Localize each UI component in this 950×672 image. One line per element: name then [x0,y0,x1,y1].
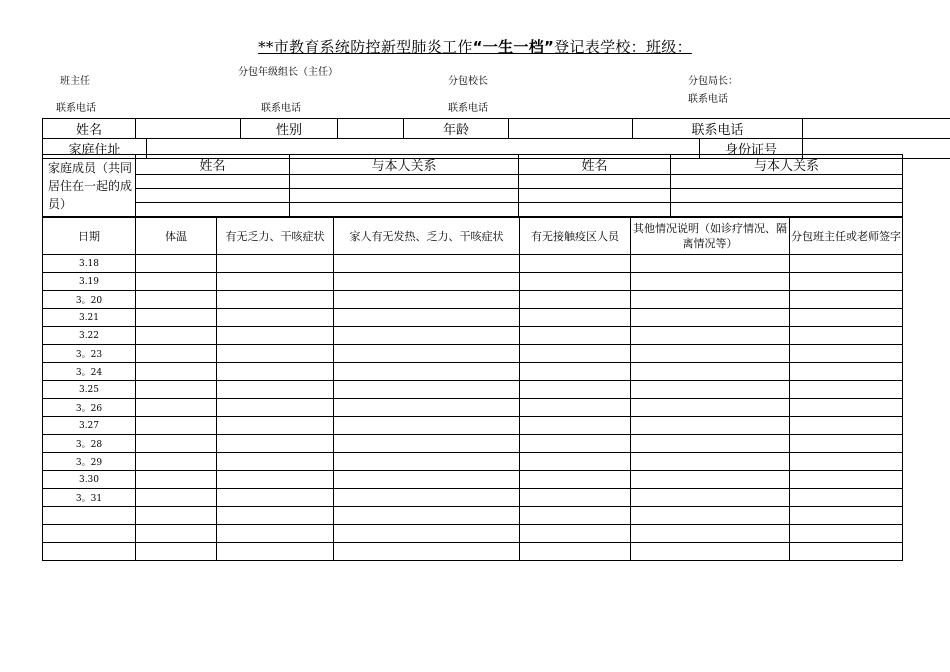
log-cell[interactable] [217,435,334,453]
log-cell[interactable] [217,363,334,381]
log-cell[interactable] [790,255,903,273]
family-members-table [42,154,903,217]
other-notes-header: 其他情况说明（如诊疗情况、隔离情况等） [631,218,790,255]
log-cell[interactable] [136,363,217,381]
log-cell[interactable] [217,489,334,507]
table-row [43,453,903,471]
log-cell[interactable] [334,345,520,363]
log-cell[interactable] [790,471,903,489]
log-cell[interactable] [790,543,903,561]
table-row [43,345,903,363]
log-cell[interactable] [631,417,790,435]
family-cell[interactable] [136,175,290,189]
log-cell[interactable] [136,381,217,399]
student-info-table [42,118,950,159]
log-cell[interactable] [217,417,334,435]
log-cell[interactable] [520,471,631,489]
log-cell[interactable] [217,471,334,489]
date-cell: 3.27 [43,417,136,435]
family-cell[interactable] [136,203,290,217]
log-cell[interactable] [136,273,217,291]
address-label: 家庭住址 [43,139,147,159]
log-cell[interactable] [217,255,334,273]
phone-label: 联系电话 [633,119,803,139]
family-members-label: 家庭成员（共同居住在一起的成员） [43,155,136,217]
log-cell[interactable] [520,309,631,327]
principal-phone-label: 联系电话 [448,103,488,114]
family-cell[interactable] [671,203,903,217]
date-cell: 3.22 [43,327,136,345]
log-cell[interactable] [631,309,790,327]
log-cell[interactable] [631,273,790,291]
table-row [43,435,903,453]
log-cell[interactable] [631,399,790,417]
family-cell[interactable] [290,189,519,203]
log-cell[interactable] [136,309,217,327]
table-row [43,309,903,327]
log-cell[interactable] [334,309,520,327]
grade-leader-label: 分包年级组长（主任） [238,67,338,78]
log-cell[interactable] [631,471,790,489]
family-relation-header-2: 与本人关系 [671,155,903,175]
log-cell[interactable] [631,525,790,543]
document-title: **市教育系统防控新型肺炎工作“一生一档”登记表学校：班级： [258,38,692,56]
log-cell[interactable] [631,489,790,507]
log-cell[interactable] [217,507,334,525]
table-row [43,543,903,561]
log-cell[interactable] [334,273,520,291]
log-cell[interactable] [136,399,217,417]
log-cell[interactable] [631,453,790,471]
log-cell[interactable] [334,435,520,453]
log-cell[interactable] [631,327,790,345]
grade-leader-phone-label: 联系电话 [261,103,301,114]
log-cell[interactable] [790,399,903,417]
family-cell[interactable] [671,175,903,189]
gender-field[interactable] [338,119,404,139]
contact-header: 有无接触疫区人员 [520,218,631,255]
log-cell[interactable] [790,417,903,435]
log-cell[interactable] [136,255,217,273]
log-cell[interactable] [520,525,631,543]
log-cell[interactable] [790,507,903,525]
bureau-chief-phone-label: 联系电话 [688,94,728,105]
log-cell[interactable] [334,507,520,525]
log-cell[interactable] [334,381,520,399]
log-cell[interactable] [790,381,903,399]
date-cell: 3.25 [43,381,136,399]
log-cell[interactable] [136,471,217,489]
signature-header: 分包班主任或老师签字 [790,218,903,255]
log-cell[interactable] [790,363,903,381]
head-teacher-phone-label: 联系电话 [56,103,96,114]
log-cell[interactable] [520,543,631,561]
age-field[interactable] [509,119,633,139]
log-cell[interactable] [631,345,790,363]
log-cell[interactable] [790,435,903,453]
family-cell[interactable] [290,203,519,217]
log-cell[interactable] [631,507,790,525]
family-cell[interactable] [519,203,671,217]
family-name-header-1: 姓名 [136,155,290,175]
log-cell[interactable] [631,543,790,561]
log-cell[interactable] [334,327,520,345]
log-cell[interactable] [790,273,903,291]
log-cell[interactable] [520,417,631,435]
log-cell[interactable] [334,453,520,471]
date-cell: 3.19 [43,273,136,291]
family-cell[interactable] [290,175,519,189]
log-cell[interactable] [136,291,217,309]
log-cell[interactable] [217,399,334,417]
table-row [43,507,903,525]
log-cell[interactable] [217,291,334,309]
symptoms-header: 有无乏力、干咳症状 [217,218,334,255]
log-cell[interactable] [136,417,217,435]
log-cell[interactable] [217,543,334,561]
table-row [43,327,903,345]
log-cell[interactable] [334,489,520,507]
date-cell: 3。29 [43,453,136,471]
log-cell[interactable] [520,273,631,291]
log-cell[interactable] [790,345,903,363]
log-cell[interactable] [334,363,520,381]
date-cell: 3。23 [43,345,136,363]
log-cell[interactable] [631,363,790,381]
log-cell[interactable] [520,345,631,363]
log-cell[interactable] [136,345,217,363]
log-cell[interactable] [217,309,334,327]
daily-log-table [42,217,903,561]
log-cell[interactable] [790,525,903,543]
log-cell[interactable] [136,507,217,525]
family-cell[interactable] [519,175,671,189]
log-cell[interactable] [217,381,334,399]
date-cell: 3。20 [43,291,136,309]
id-number-label: 身份证号 [700,139,803,159]
bureau-chief-label: 分包局长： [688,76,738,87]
log-cell[interactable] [334,525,520,543]
log-cell[interactable] [520,435,631,453]
log-cell[interactable] [334,399,520,417]
log-cell[interactable] [136,327,217,345]
log-cell[interactable] [520,507,631,525]
table-row [43,417,903,435]
date-cell [43,507,136,525]
log-cell[interactable] [631,255,790,273]
family-cell[interactable] [671,189,903,203]
log-cell[interactable] [790,291,903,309]
log-cell[interactable] [217,525,334,543]
principal-label: 分包校长 [448,76,488,87]
table-row [43,399,903,417]
table-row [43,291,903,309]
date-cell: 3.21 [43,309,136,327]
family-relation-header-1: 与本人关系 [290,155,519,175]
log-cell[interactable] [136,435,217,453]
log-cell[interactable] [136,489,217,507]
log-cell[interactable] [136,525,217,543]
table-row [43,363,903,381]
log-cell[interactable] [334,471,520,489]
head-teacher-label: 班主任 [60,76,90,87]
temperature-header: 体温 [136,218,217,255]
table-row [43,471,903,489]
gender-label: 性别 [241,119,338,139]
date-cell: 3。24 [43,363,136,381]
table-row [43,489,903,507]
log-cell[interactable] [520,363,631,381]
age-label: 年龄 [404,119,509,139]
log-cell[interactable] [217,453,334,471]
log-cell[interactable] [631,291,790,309]
table-row [43,255,903,273]
log-cell[interactable] [217,273,334,291]
log-cell[interactable] [520,255,631,273]
date-cell: 3.30 [43,471,136,489]
date-cell: 3.18 [43,255,136,273]
daily-log-rows [43,255,903,561]
log-cell[interactable] [790,309,903,327]
log-cell[interactable] [520,291,631,309]
name-label: 姓名 [43,119,136,139]
log-cell[interactable] [520,327,631,345]
table-row [43,381,903,399]
log-cell[interactable] [520,453,631,471]
table-row [43,273,903,291]
log-cell[interactable] [790,453,903,471]
family-name-header-2: 姓名 [519,155,671,175]
log-cell[interactable] [136,453,217,471]
family-symptoms-header: 家人有无发热、乏力、干咳症状 [334,218,520,255]
family-cell[interactable] [136,189,290,203]
date-cell: 3。28 [43,435,136,453]
log-cell[interactable] [520,381,631,399]
log-cell[interactable] [334,291,520,309]
log-cell[interactable] [334,255,520,273]
date-cell: 3。26 [43,399,136,417]
log-cell[interactable] [334,417,520,435]
log-cell[interactable] [136,543,217,561]
log-cell[interactable] [334,543,520,561]
log-cell[interactable] [217,327,334,345]
family-cell[interactable] [519,189,671,203]
log-cell[interactable] [790,327,903,345]
date-cell [43,543,136,561]
log-cell[interactable] [217,345,334,363]
log-cell[interactable] [790,489,903,507]
phone-field[interactable] [803,119,950,139]
log-cell[interactable] [631,435,790,453]
table-row [43,525,903,543]
log-cell[interactable] [520,399,631,417]
log-cell[interactable] [520,489,631,507]
date-cell: 3。31 [43,489,136,507]
date-cell [43,525,136,543]
log-cell[interactable] [631,381,790,399]
date-header: 日期 [43,218,136,255]
name-field[interactable] [136,119,241,139]
